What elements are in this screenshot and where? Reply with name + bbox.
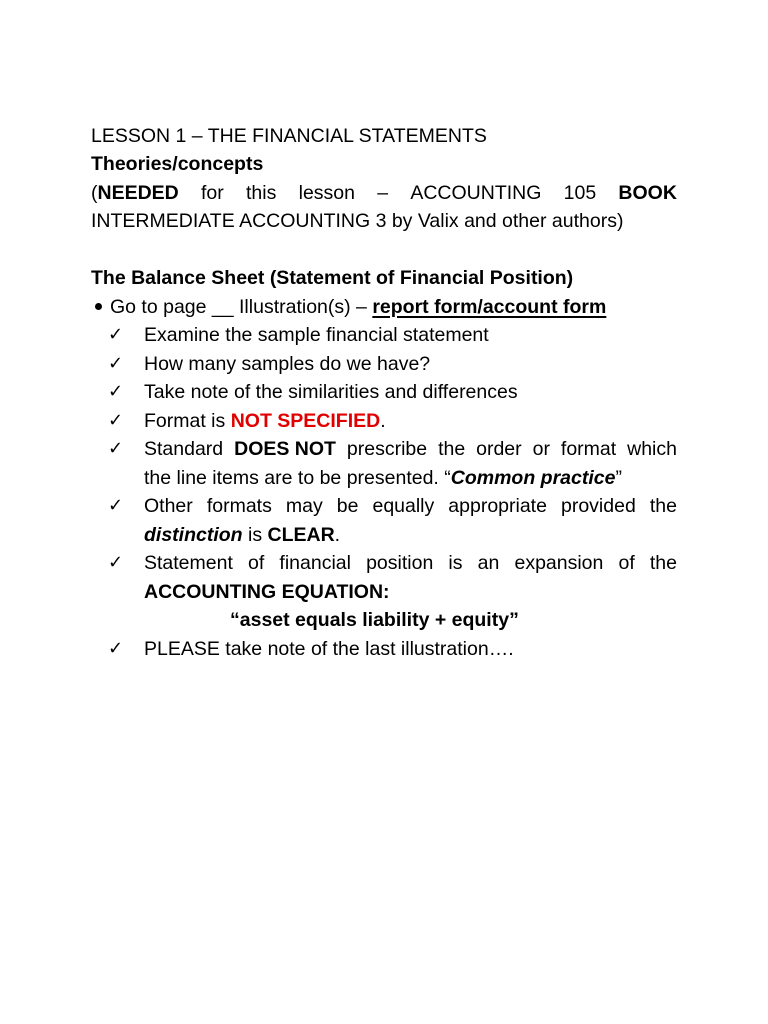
bullet-emphasis: report form/account form: [372, 296, 607, 318]
not-specified-text: NOT SPECIFIED: [230, 410, 381, 432]
does-not-text: DOES NOT: [234, 438, 336, 460]
check-item-5-line-1: Standard DOES NOT prescribe the order or format which: [144, 435, 677, 463]
needed-line-2: INTERMEDIATE ACCOUNTING 3 by Valix and other authors): [91, 210, 624, 232]
check-item-5-line-2: the line items are to be presented. “Common practice”: [144, 467, 622, 489]
needed-word: this: [246, 182, 277, 204]
section-heading: The Balance Sheet (Statement of Financial Position): [91, 267, 574, 289]
clear-text: CLEAR: [267, 524, 335, 546]
check-item-6-line-1: Other formats may be equally appropriate provided the: [144, 495, 677, 517]
subtitle: Theories/concepts: [91, 153, 264, 175]
needed-word: for: [201, 182, 224, 204]
common-practice-text: Common practice: [450, 467, 616, 489]
check-item-1: Examine the sample financial statement: [144, 324, 489, 346]
needed-word: 105: [563, 182, 597, 204]
needed-book: BOOK: [618, 182, 677, 204]
needed-open: (NEEDED: [91, 182, 179, 204]
equation-text: “asset equals liability + equity”: [230, 609, 519, 631]
needed-word: ACCOUNTING: [410, 182, 542, 204]
accounting-equation-label: ACCOUNTING EQUATION:: [144, 581, 390, 603]
bullet-dot-icon: [95, 303, 102, 310]
check-icon: ✓: [108, 324, 124, 345]
check-icon: ✓: [108, 410, 124, 431]
check-icon: ✓: [108, 381, 124, 402]
check-item-3: Take note of the similarities and differences: [144, 381, 518, 403]
lesson-title: LESSON 1 – THE FINANCIAL STATEMENTS: [91, 125, 487, 147]
check-item-8: PLEASE take note of the last illustration….: [144, 638, 514, 660]
bullet-item: [91, 293, 677, 321]
bullet-text: Go to page __ Illustration(s) –: [110, 296, 373, 318]
check-item-6-line-2: distinction is CLEAR.: [144, 524, 341, 546]
needed-word: lesson: [298, 182, 355, 204]
check-item-7-line-1: Statement of financial position is an expansion of the: [144, 552, 677, 574]
check-icon: ✓: [108, 552, 124, 573]
check-icon: ✓: [108, 638, 124, 659]
distinction-text: distinction: [144, 524, 243, 546]
check-item-4: Format is NOT SPECIFIED.: [144, 410, 386, 432]
check-icon: ✓: [108, 353, 124, 374]
check-item-2: How many samples do we have?: [144, 353, 431, 375]
check-icon: ✓: [108, 438, 124, 459]
check-icon: ✓: [108, 495, 124, 516]
needed-word: –: [377, 182, 389, 204]
needed-line-1: [91, 179, 677, 207]
